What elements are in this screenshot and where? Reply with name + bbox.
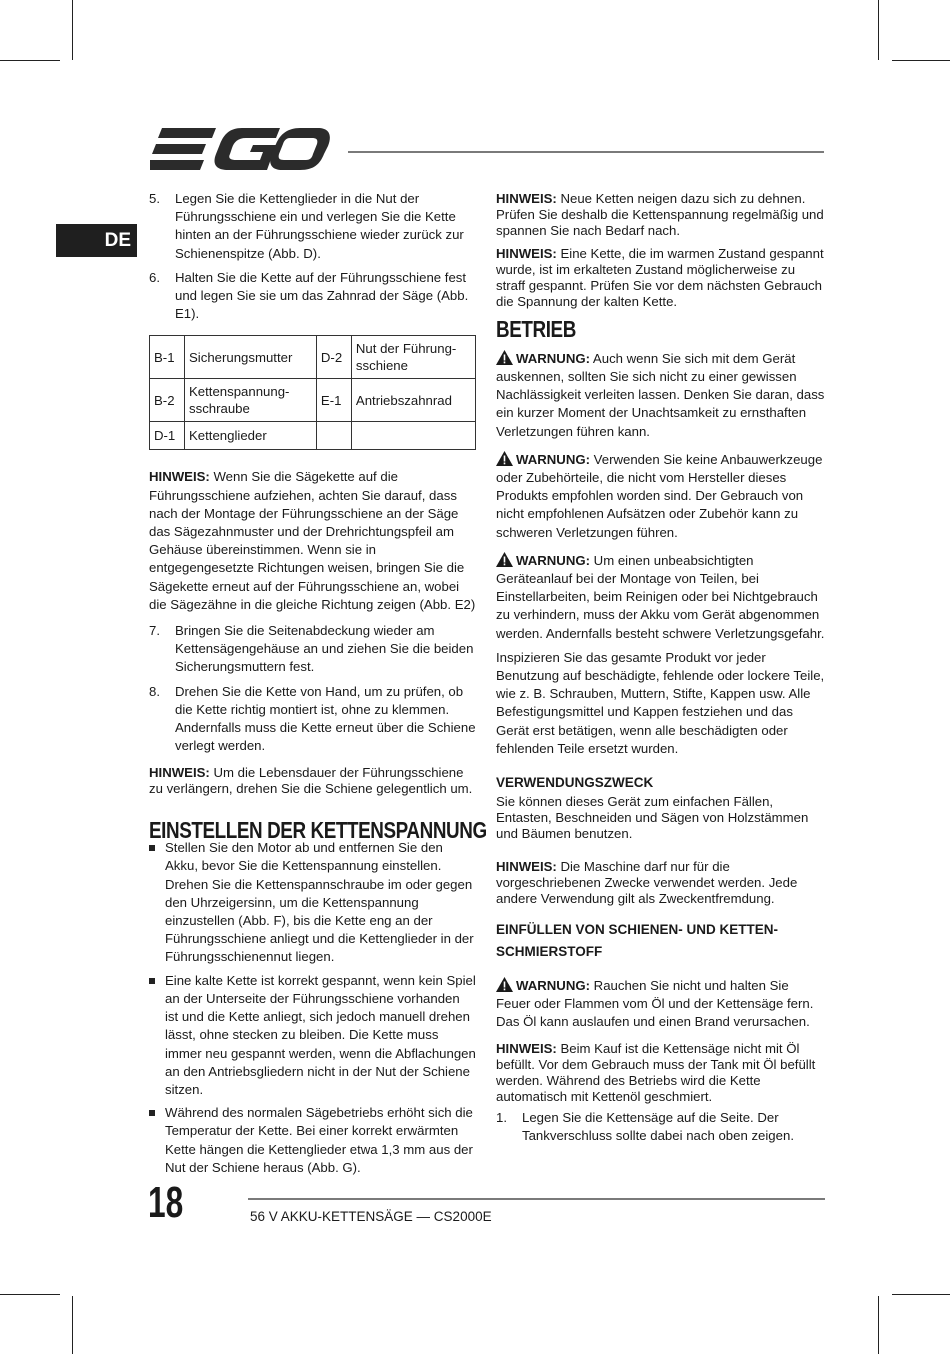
crop-mark [0,60,60,61]
note: HINWEIS: Eine Kette, die im warmen Zustand gespannt wurde, ist im erkalteten Zustand möglicherweise zu straff gespannt. Prüfen Sie vor dem nächsten Gebrauch die Spannung der kalten Kette. [496,246,824,309]
table-row: B-1 Sicherungsmutter D-2 Nut der Führung-sschiene [150,336,476,379]
warning-triangle-icon [496,977,513,992]
subheading: VERWENDUNGSZWECK [496,775,654,791]
subheading: EINFÜLLEN VON SCHIENEN- UND KETTEN-SCHMIERSTOFF [496,921,779,959]
crop-mark [892,1294,950,1295]
footer-title: 56 V AKKU-KETTENSÄGE — CS2000E [250,1209,492,1224]
warning-triangle-icon [496,350,513,365]
note: HINWEIS: Beim Kauf ist die Kettensäge nicht mit Öl befüllt. Vor dem Gebrauch muss der Tank mit Öl befüllt werden. Während des Betriebs wird die Kette automatisch mit Kettenöl geschmiert. [496,1041,816,1104]
footer-rule [248,1198,825,1200]
note: HINWEIS: Die Maschine darf nur für die vorgeschriebenen Zwecke verwendet werden. Jede andere Verwendung gilt als Zweckentfremdung. [496,859,798,907]
warning-triangle-icon [496,552,513,567]
list-item: Während des normalen Sägebetriebs erhöht sich die Temperatur der Kette. Bei einer korrekt erwärmten Kette hängen die Kettenglieder etwa 1,3 mm aus der Nut der Schiene heraus (Abb. G). [149,1104,476,1177]
bullet-square-icon [149,845,155,851]
warning: WARNUNG: Verwenden Sie keine Anbauwerkzeuge oder Zubehörteile, die nicht vom Hersteller dieses Produkts empfohlen worden sind. Der Gebrauch von nicht empfohlenen Aufsätzen oder Zubehör kann zu schweren Verletzungen führen. [496,451,823,540]
parts-table [149,335,476,450]
crop-mark [878,1296,879,1354]
inspection-text: Inspizieren Sie das gesamte Produkt vor jeder Benutzung auf beschädigte, fehlende oder lockere Teile, wie z. B. Schrauben, Muttern, Stifte, Kappen usw. Alle Befestigungsmittel und Kappen festziehen und das Gerät erst betätigen, wenn alle beschädigten oder fehlenden Teile ersetzt wurden. [496,649,825,756]
list-item: 7. Bringen Sie die Seitenabdeckung wieder am Kettensägengehäuse an und ziehen Sie die beiden Sicherungsmuttern fest. [149,623,474,675]
crop-mark [878,0,879,60]
list-item: 8. Drehen Sie die Kette von Hand, um zu prüfen, ob die Kette richtig montiert ist, ohne zu klemmen. Andernfalls muss die Kette erneut über die Schiene verlegt werden. [149,683,476,754]
note: HINWEIS: Neue Ketten neigen dazu sich zu dehnen. Prüfen Sie deshalb die Kettenspannung regelmäßig und spannen Sie nach Bedarf nach. [496,191,824,238]
ego-logo [150,128,330,172]
crop-mark [72,1296,73,1354]
warning: WARNUNG: Rauchen Sie nicht und halten Sie Feuer oder Flammen vom Öl und der Kettensäge fern. Das Öl kann auslaufen und einen Brand verursachen. [496,977,814,1030]
note: HINWEIS: Wenn Sie die Sägekette auf die Führungsschiene aufziehen, achten Sie darauf, dass nach der Montage der Führungsschiene an der Säge das Sägezahnmuster und der Drehrichtungspfeil am Gehäuse übereinstimmen. Wenn sie in entgegengesetzte Richtungen weisen, bringen Sie die Sägekette erneut auf der Führungsschiene an, wobei die Sägezähne in die gleiche Richtung zeigen (Abb. E2) [149,469,476,612]
warning: WARNUNG: Um einen unbeabsichtigten Geräteanlauf bei der Montage von Teilen, bei Einstellarbeiten, beim Reinigen oder bei Nichtgebrauch zu verhindern, muss der Akku vom Gerät abgenommen werden. Andernfalls besteht schwere Verletzungsgefahr. [496,552,825,641]
table-row: B-2 Kettenspannung-sschraube E-1 Antriebszahnrad [150,379,476,422]
table-row: D-1 Kettenglieder [150,422,476,450]
crop-mark [72,0,73,60]
note: HINWEIS: Um die Lebensdauer der Führungsschiene zu verlängern, drehen Sie die Schiene gelegentlich um. [149,765,473,797]
list-item: 1. Legen Sie die Kettensäge auf die Seite. Der Tankverschluss sollte dabei nach oben zeigen. [496,1109,794,1143]
right-column [496,191,825,1151]
warning-triangle-icon [496,451,513,466]
language-tab: DE [56,224,137,257]
page-number: 18 [148,1178,184,1227]
header-rule [348,151,824,153]
bullet-square-icon [149,1110,155,1116]
list-item: 5. Legen Sie die Kettenglieder in die Nut der Führungsschiene ein und verlegen Sie die Kette hinten an der Führungsschiene wieder zurück zur Schienenspitze (Abb. D). [149,191,464,261]
left-column [149,190,487,1182]
list-item: Eine kalte Kette ist korrekt gespannt, wenn kein Spiel an der Unterseite der Führungsschiene vorhanden ist und die Kette anliegt, sich jedoch manuell drehen lässt, ohne stecken zu bleiben. Die Kette muss immer neu gespannt werden, wenn die Abflachungen an den Antriebsgliedern nicht in der Nut der Schiene sitzen. [149,972,476,1099]
warning: WARNUNG: Auch wenn Sie sich mit dem Gerät auskennen, sollten Sie sich nicht zu einer gewissen Nachlässigkeit verleiten lassen. Denken Sie daran, dass ein kurzer Moment der Unachtsamkeit zu ernsthaften Verletzungen führen kann. [496,350,825,439]
section-heading: EINSTELLEN DER KETTENSPANNUNG [149,817,487,844]
section-heading: BETRIEB [496,315,576,342]
list-item: 6. Halten Sie die Kette auf der Führungsschiene fest und legen Sie sie um das Zahnrad der Säge (Abb. E1). [149,269,469,322]
list-item: Stellen Sie den Motor ab und entfernen Sie den Akku, bevor Sie die Kettenspannung einstellen. Drehen Sie die Kettenspannschraube im oder gegen den Uhrzeigersinn, um die Kettenspannung einzustellen (Abb. F), bis die Kette eng an der Führungsschiene anliegt und die Kettenglieder in der Führungsschienennut liegen. [149,839,476,966]
crop-mark [892,60,950,61]
crop-mark [0,1294,60,1295]
bullet-square-icon [149,978,155,984]
purpose-text: Sie können dieses Gerät zum einfachen Fällen, Entasten, Beschneiden und Sägen von Holzstämmen und Bäumen benutzen. [496,794,809,841]
